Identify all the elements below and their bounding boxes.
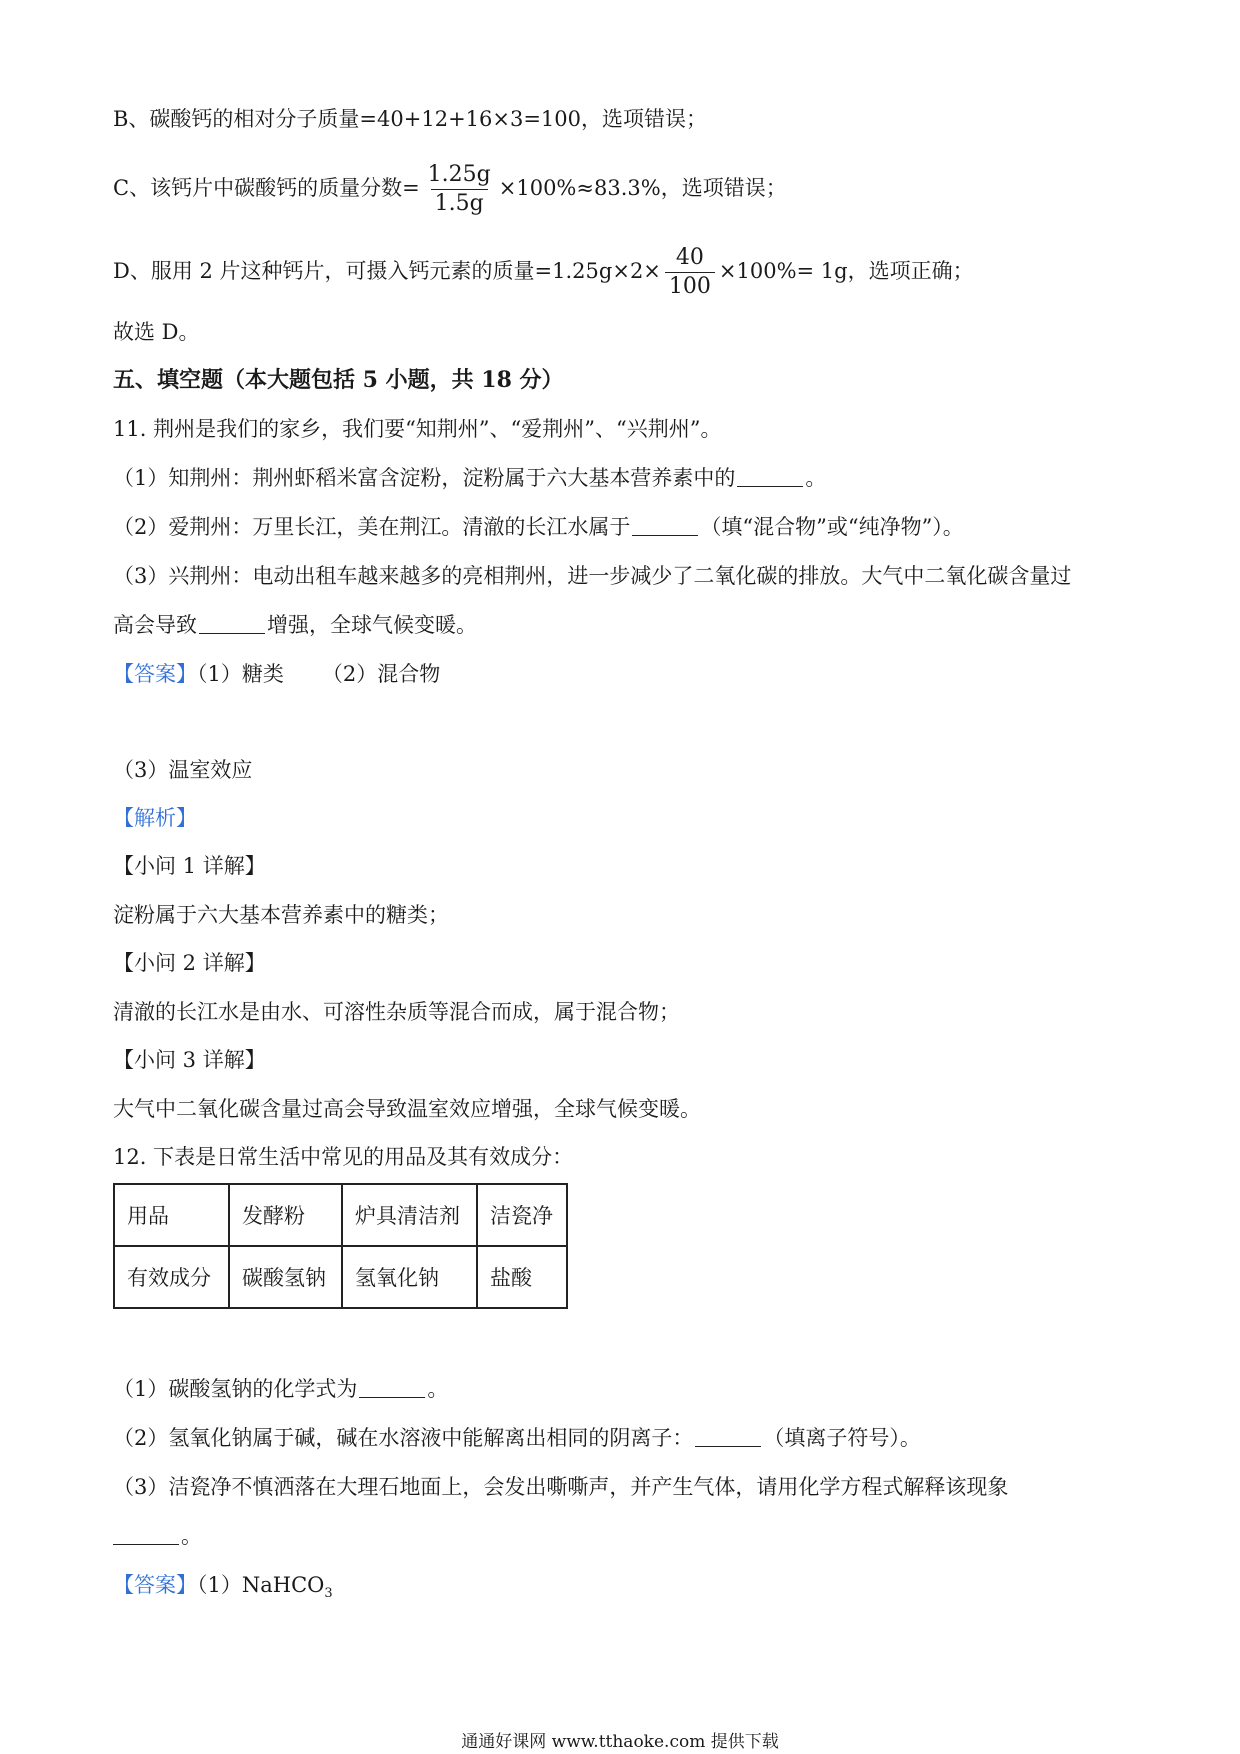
q11-part2-end: （填“混合物”或“纯净物”）。 [700,515,964,539]
q12-part1 [113,1375,448,1403]
subscript: 3 [324,1586,333,1602]
option-c-prefix: C、该钙片中碳酸钙的质量分数= [113,176,420,200]
q11-answer-3: （3）温室效应 [113,758,253,782]
table-cell: 用品 [114,1184,229,1246]
answer-blank [737,468,803,487]
table-row [114,1246,567,1308]
option-d-fraction [665,244,715,301]
answer-blank [113,1526,179,1545]
page-footer: 通通好课网 www.tthaoke.com 提供下载 [461,1732,779,1752]
table-cell: 发酵粉 [229,1184,342,1246]
q11-part1 [113,464,826,492]
q12-part3-line1: （3）洁瓷净不慎洒落在大理石地面上，会发出嘶嘶声，并产生气体，请用化学方程式解释该现象 [113,1475,1009,1499]
sub2-text: 清澈的长江水是由水、可溶性杂质等混合而成，属于混合物； [113,1000,680,1024]
option-c-fraction [424,161,495,218]
sub3-title: 【小问 3 详解】 [113,1048,266,1072]
q11-part2-text: （2）爱荆州：万里长江，美在荆江。清澈的长江水属于 [113,515,631,539]
option-b-line: B、碳酸钙的相对分子质量=40+12+16×3=100，选项错误； [113,107,708,131]
q12-part2-end: （填离子符号）。 [763,1426,921,1450]
q11-part1-text: （1）知荆州：荆州虾稻米富含淀粉，淀粉属于六大基本营养素中的 [113,466,736,490]
answer-tag: 【答案】 [113,1573,197,1597]
sub1-text: 淀粉属于六大基本营养素中的糖类； [113,903,449,927]
q12-stem: 12. 下表是日常生活中常见的用品及其有效成分： [113,1145,574,1169]
answer-blank [632,517,698,536]
q11-part3-line1: （3）兴荆州：电动出租车越来越多的亮相荆州，进一步减少了二氧化碳的排放。大气中二氧化碳含量过 [113,564,1072,588]
q12-part1-text: （1）碳酸氢钠的化学式为 [113,1377,358,1401]
option-c-suffix: ×100%≈83.3%，选项错误； [498,176,787,200]
q12-answer-1: （1）NaHCO [197,1573,325,1597]
answer-blank [359,1379,425,1398]
option-d-line [113,244,974,301]
q12-part2 [113,1424,921,1452]
q11-answer-line [113,660,440,688]
sub3-text: 大气中二氧化碳含量过高会导致温室效应增强，全球气候变暖。 [113,1097,701,1121]
q12-answer-line [113,1571,333,1608]
answer-tag: 【答案】 [113,662,197,686]
answer-blank [695,1428,761,1447]
sub1-title: 【小问 1 详解】 [113,854,266,878]
q12-part2-text: （2）氢氧化钠属于碱，碱在水溶液中能解离出相同的阴离子： [113,1426,694,1450]
option-d-prefix: D、服用 2 片这种钙片，可摄入钙元素的质量=1.25g×2× [113,259,661,283]
q11-part1-end: 。 [805,466,827,490]
q11-answer-2: （2）混合物 [321,662,441,686]
products-table [113,1183,568,1309]
q11-part3-text: 高会导致 [113,613,197,637]
choose-line: 故选 D。 [113,320,200,344]
fraction-denominator: 1.5g [431,189,488,218]
fraction-numerator: 1.25g [427,162,491,187]
table-cell: 盐酸 [477,1246,567,1308]
q11-part3-line2 [113,611,477,639]
q11-part2 [113,513,964,541]
fraction-numerator: 40 [675,245,704,270]
table-cell: 有效成分 [114,1246,229,1308]
q12-part3-line2 [113,1522,202,1550]
q11-answer-1: （1）糖类 [197,662,284,686]
answer-blank [199,615,265,634]
q12-part3-end: 。 [181,1524,202,1548]
sub2-title: 【小问 2 详解】 [113,951,266,975]
q12-part1-end: 。 [427,1377,449,1401]
analysis-tag: 【解析】 [113,806,197,830]
q11-part3-end: 增强，全球气候变暖。 [267,613,477,637]
table-cell: 洁瓷净 [477,1184,567,1246]
table-cell: 碳酸氢钠 [229,1246,342,1308]
option-c-line [113,161,787,218]
table-cell: 炉具清洁剂 [342,1184,477,1246]
option-d-suffix: ×100%= 1g，选项正确； [718,259,974,283]
section-title: 五、填空题（本大题包括 5 小题，共 18 分） [113,367,564,393]
table-row [114,1184,567,1246]
fraction-denominator: 100 [665,272,715,301]
table-cell: 氢氧化钠 [342,1246,477,1308]
q11-stem: 11. 荆州是我们的家乡，我们要“知荆州”、“爱荆州”、“兴荆州”。 [113,417,722,441]
